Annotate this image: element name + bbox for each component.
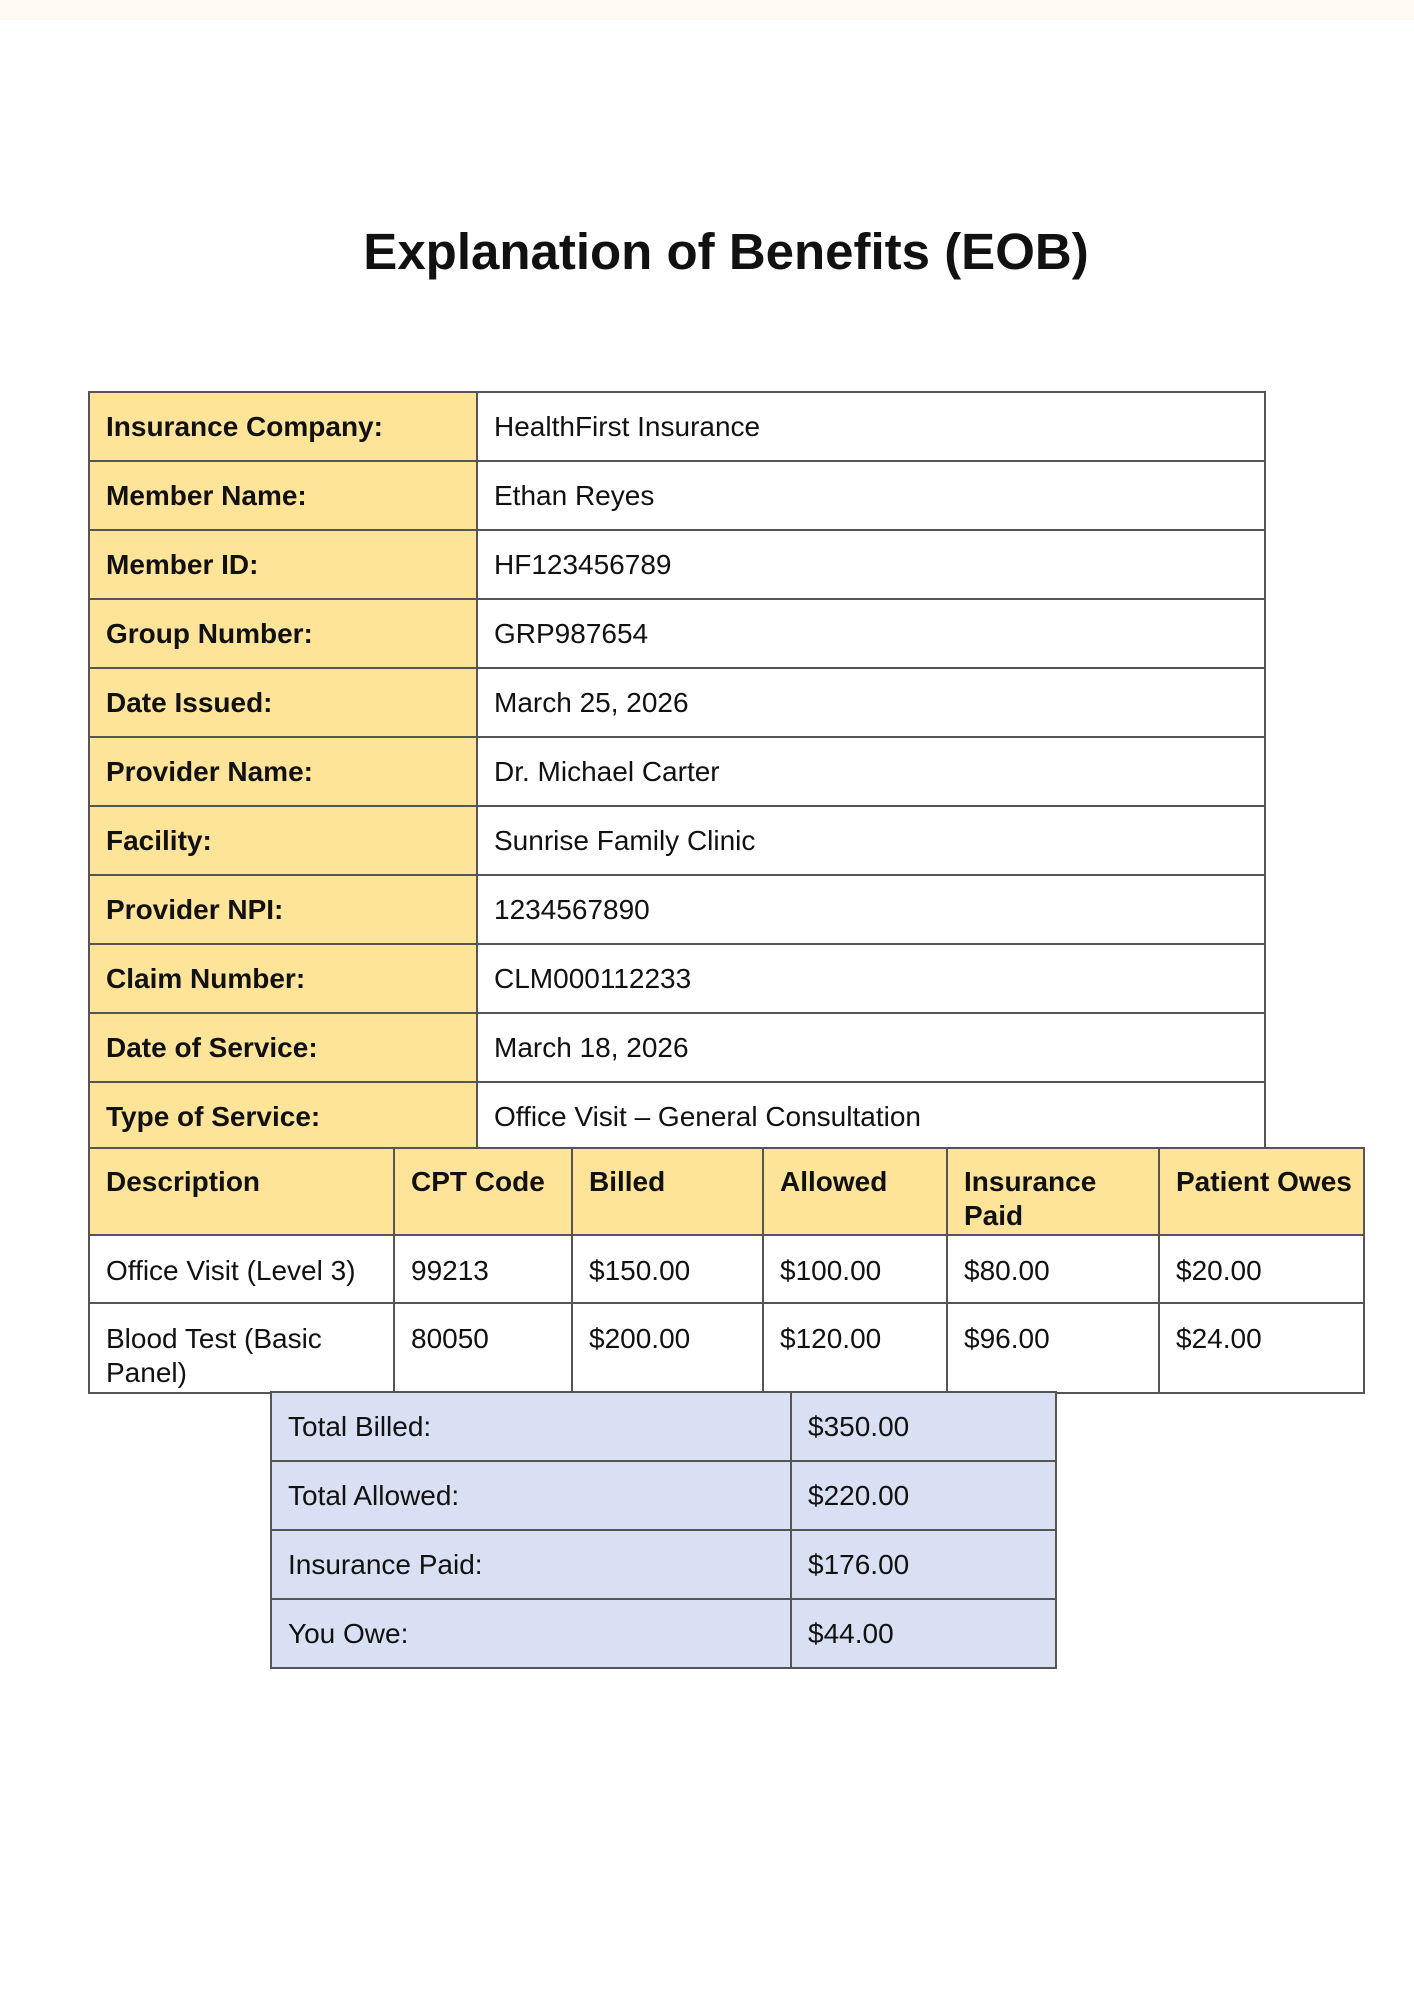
claim-lines-table	[88, 1147, 1365, 1394]
column-header-patient-owes: Patient Owes	[1159, 1148, 1364, 1235]
cell-cpt-code: 99213	[394, 1235, 572, 1303]
info-row-member-id	[89, 530, 1265, 599]
info-label: Provider Name:	[89, 737, 477, 806]
total-label: Total Allowed:	[271, 1461, 791, 1530]
cell-insurance-paid: $80.00	[947, 1235, 1159, 1303]
column-header-allowed: Allowed	[763, 1148, 947, 1235]
info-label: Member ID:	[89, 530, 477, 599]
info-row-date-issued	[89, 668, 1265, 737]
info-value: Dr. Michael Carter	[477, 737, 1265, 806]
cell-patient-owes: $20.00	[1159, 1235, 1364, 1303]
total-row-insurance-paid	[271, 1530, 1056, 1599]
info-value: HF123456789	[477, 530, 1265, 599]
claim-header-row	[89, 1148, 1364, 1235]
table-row	[89, 1235, 1364, 1303]
cell-description: Blood Test (Basic Panel)	[89, 1303, 394, 1393]
total-value: $220.00	[791, 1461, 1056, 1530]
info-label: Date of Service:	[89, 1013, 477, 1082]
total-row-allowed	[271, 1461, 1056, 1530]
info-row-date-of-service	[89, 1013, 1265, 1082]
total-label: Insurance Paid:	[271, 1530, 791, 1599]
total-value: $350.00	[791, 1392, 1056, 1461]
info-value: March 25, 2026	[477, 668, 1265, 737]
info-value: CLM000112233	[477, 944, 1265, 1013]
info-label: Provider NPI:	[89, 875, 477, 944]
total-value: $176.00	[791, 1530, 1056, 1599]
totals-table	[270, 1391, 1057, 1669]
cell-billed: $150.00	[572, 1235, 763, 1303]
info-row-type-of-service	[89, 1082, 1265, 1151]
info-label: Claim Number:	[89, 944, 477, 1013]
info-label: Date Issued:	[89, 668, 477, 737]
total-label: Total Billed:	[271, 1392, 791, 1461]
cell-cpt-code: 80050	[394, 1303, 572, 1393]
info-row-provider-name	[89, 737, 1265, 806]
column-header-billed: Billed	[572, 1148, 763, 1235]
info-label: Member Name:	[89, 461, 477, 530]
info-value: Ethan Reyes	[477, 461, 1265, 530]
cell-allowed: $100.00	[763, 1235, 947, 1303]
cell-patient-owes: $24.00	[1159, 1303, 1364, 1393]
cell-billed: $200.00	[572, 1303, 763, 1393]
member-info-table	[88, 391, 1266, 1152]
cell-allowed: $120.00	[763, 1303, 947, 1393]
cell-description: Office Visit (Level 3)	[89, 1235, 394, 1303]
info-label: Type of Service:	[89, 1082, 477, 1151]
cell-insurance-paid: $96.00	[947, 1303, 1159, 1393]
info-label: Insurance Company:	[89, 392, 477, 461]
info-value: March 18, 2026	[477, 1013, 1265, 1082]
info-row-group-number	[89, 599, 1265, 668]
table-row	[89, 1303, 1364, 1393]
column-header-insurance-paid: Insurance Paid	[947, 1148, 1159, 1235]
info-label: Group Number:	[89, 599, 477, 668]
info-value: Sunrise Family Clinic	[477, 806, 1265, 875]
info-row-insurance-company	[89, 392, 1265, 461]
info-row-claim-number	[89, 944, 1265, 1013]
total-value: $44.00	[791, 1599, 1056, 1668]
info-row-member-name	[89, 461, 1265, 530]
page-title: Explanation of Benefits (EOB)	[363, 223, 1089, 280]
total-row-you-owe	[271, 1599, 1056, 1668]
info-value: HealthFirst Insurance	[477, 392, 1265, 461]
info-row-facility	[89, 806, 1265, 875]
info-value: 1234567890	[477, 875, 1265, 944]
total-row-billed	[271, 1392, 1056, 1461]
top-strip	[0, 0, 1414, 20]
info-value: GRP987654	[477, 599, 1265, 668]
info-label: Facility:	[89, 806, 477, 875]
total-label: You Owe:	[271, 1599, 791, 1668]
info-row-provider-npi	[89, 875, 1265, 944]
column-header-description: Description	[89, 1148, 394, 1235]
info-value: Office Visit – General Consultation	[477, 1082, 1265, 1151]
column-header-cpt-code: CPT Code	[394, 1148, 572, 1235]
